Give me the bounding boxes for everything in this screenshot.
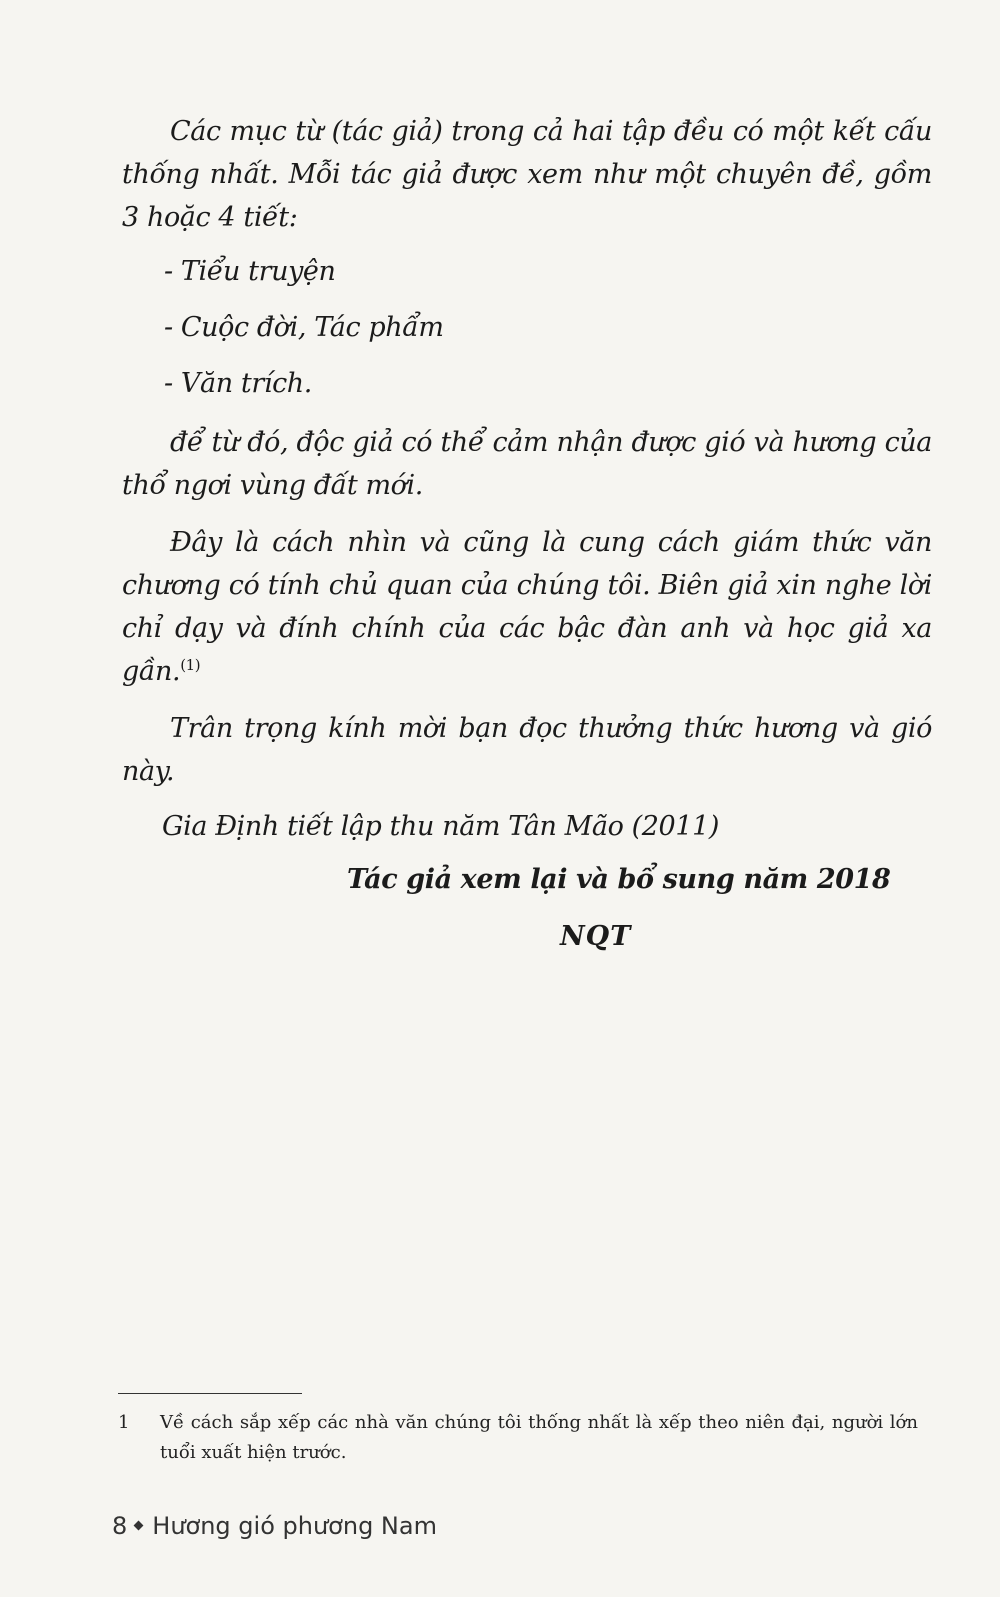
paragraph-invitation: Trân trọng kính mời bạn đọc thưởng thức hương và gió này. [122,713,932,787]
paragraph-purpose: để từ đó, độc giả có thể cảm nhận được gió và hương của thổ ngơi vùng đất mới. [122,427,932,501]
book-title: Hương gió phương Nam [152,1512,437,1540]
list-item-life-works: - Cuộc đời, Tác phẩm [164,312,444,343]
list-item-biography: - Tiểu truyện [164,256,336,287]
page-number: 8 [112,1512,128,1540]
paragraph-approach [122,521,932,693]
footnote-divider [118,1393,302,1394]
list-item-excerpts: - Văn trích. [164,368,312,399]
paragraph-structure: Các mục từ (tác giả) trong cả hai tập đều có một kết cấu thống nhất. Mỗi tác giả được xem như một chuyên đề, gồm 3 hoặc 4 tiết: [122,116,932,233]
footnote-number: 1 [118,1412,130,1433]
running-footer [112,1512,437,1540]
signature-place-date: Gia Định tiết lập thu năm Tân Mão (2011) [162,811,720,842]
signature-initials: NQT [560,921,632,952]
diamond-bullet-icon [134,1521,144,1531]
signature-revision: Tác giả xem lại và bổ sung năm 2018 [347,864,891,895]
footnote-text: Về cách sắp xếp các nhà văn chúng tôi thống nhất là xếp theo niên đại, người lớn tuổi xuất hiện trước. [160,1412,918,1463]
footnote [118,1408,918,1468]
paragraph-approach-text: Đây là cách nhìn và cũng là cung cách giám thức văn chương có tính chủ quan của chúng tôi. Biên giả xin nghe lời chỉ dạy và đính chính của các bậc đàn anh và học giả xa gần. [122,527,932,687]
main-text-block [122,110,932,958]
footnote-reference: (1) [180,656,201,674]
